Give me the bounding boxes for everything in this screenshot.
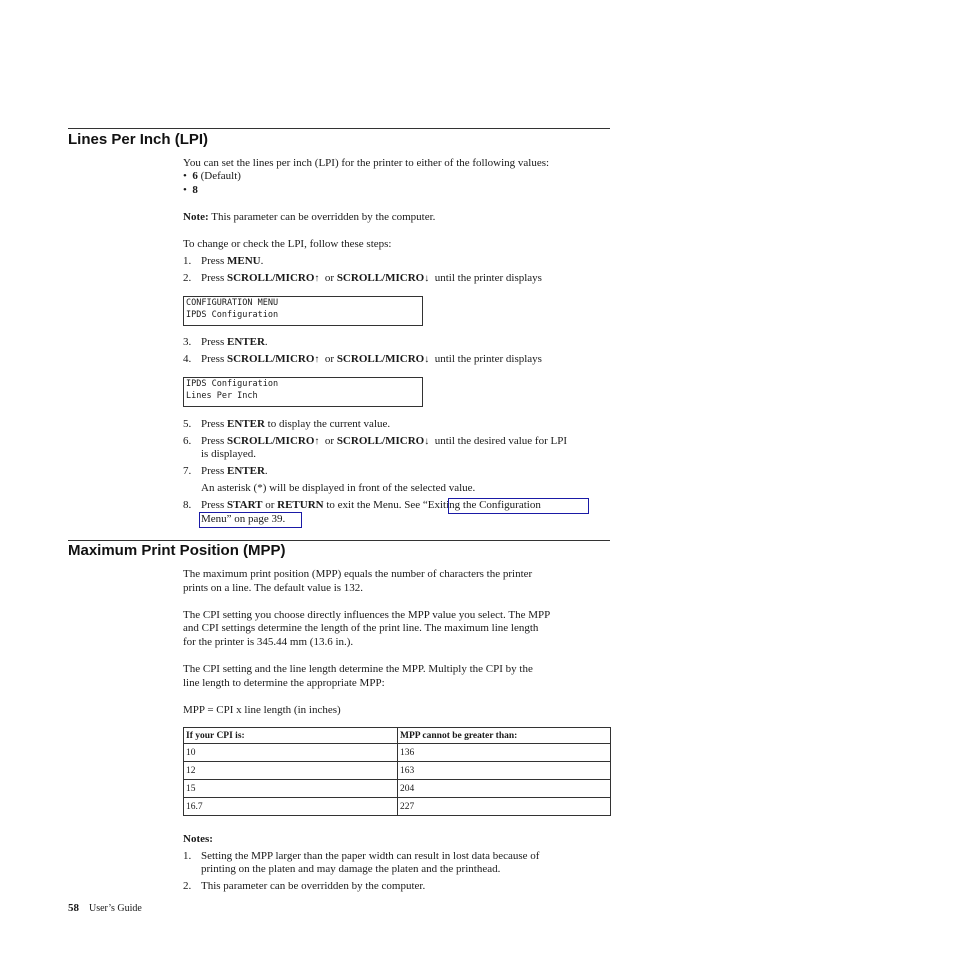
mpp-para3-line1: The CPI setting and the line length determine the MPP. Multiply the CPI by the [183, 663, 533, 675]
lpi-note: Note: This parameter can be overridden by the computer. [183, 211, 436, 223]
display-screen-2 [183, 377, 423, 407]
notes-label: Notes: [183, 833, 213, 845]
table-cell: 16.7 [184, 798, 398, 816]
table-header: If your CPI is: [184, 728, 398, 744]
step-number: 4. [183, 353, 192, 365]
arrow-up-icon: ↑ [314, 436, 320, 447]
table-row [184, 798, 611, 816]
step-7-note: An asterisk (*) will be displayed in front of the selected value. [201, 482, 476, 494]
arrow-down-icon: ↓ [424, 273, 430, 284]
section-rule-lpi [68, 128, 610, 129]
display-line: Lines Per Inch [186, 390, 258, 401]
step-5: Press ENTER to display the current value. [201, 418, 391, 430]
mpp-table [183, 727, 611, 816]
bullet-item-8: • 8 [183, 184, 198, 196]
link-box[interactable] [199, 512, 302, 528]
display-screen-1 [183, 296, 423, 326]
mpp-formula: MPP = CPI x line length (in inches) [183, 704, 341, 716]
note-number: 2. [183, 880, 192, 892]
bullet-item-6: • 6 (Default) [183, 170, 241, 182]
display-line: CONFIGURATION MENU [186, 298, 279, 308]
step-number: 6. [183, 435, 192, 447]
step-6: Press SCROLL/MICRO↑ or SCROLL/MICRO↓ until the desired value for LPI [201, 435, 567, 447]
display-line: IPDS Configuration [186, 379, 279, 389]
step-number: 3. [183, 336, 192, 348]
arrow-up-icon: ↑ [314, 273, 320, 284]
heading-lpi: Lines Per Inch (LPI) [68, 131, 209, 148]
step-number: 5. [183, 418, 192, 430]
link-exiting-config-menu-page[interactable]: Menu” on page 39. [201, 513, 286, 525]
page-footer [68, 902, 142, 914]
display-line: IPDS Configuration [186, 309, 279, 320]
step-number: 8. [183, 499, 192, 511]
step-1: Press MENU. [201, 255, 264, 267]
link-box[interactable] [448, 498, 589, 514]
note-1-line2: printing on the platen and may damage the platen and the printhead. [201, 863, 501, 875]
step-3: Press ENTER. [201, 336, 268, 348]
lpi-intro: You can set the lines per inch (LPI) for the printer to either of the following values: [183, 157, 550, 169]
arrow-down-icon: ↓ [424, 354, 430, 365]
table-header: MPP cannot be greater than: [398, 728, 611, 744]
mpp-para2-line1: The CPI setting you choose directly influences the MPP value you select. The MPP [183, 609, 551, 621]
section-rule-mpp [68, 540, 610, 541]
arrow-down-icon: ↓ [424, 436, 430, 447]
note-2: This parameter can be overridden by the computer. [201, 880, 426, 892]
table-cell: 10 [184, 744, 398, 762]
step-number: 2. [183, 272, 192, 284]
page-number: 58 [68, 902, 79, 914]
note-number: 1. [183, 850, 192, 862]
table-cell: 15 [184, 780, 398, 798]
link-exiting-config-menu[interactable]: “Exiting the Configuration [422, 499, 541, 511]
table-row [184, 744, 611, 762]
footer-title: User’s Guide [89, 903, 142, 914]
mpp-para2-line2: and CPI settings determine the length of the print line. The maximum line length [183, 622, 539, 634]
heading-mpp: Maximum Print Position (MPP) [68, 542, 286, 559]
step-7: Press ENTER. [201, 465, 268, 477]
table-cell: 136 [398, 744, 611, 762]
table-row [184, 762, 611, 780]
mpp-para1-line1: The maximum print position (MPP) equals the number of characters the printer [183, 568, 533, 580]
mpp-para3-line2: line length to determine the appropriate MPP: [183, 677, 385, 689]
table-cell: 12 [184, 762, 398, 780]
table-cell: 227 [398, 798, 611, 816]
table-row [184, 780, 611, 798]
step-number: 7. [183, 465, 192, 477]
step-6-continued: is displayed. [201, 448, 256, 460]
mpp-para2-line3: for the printer is 345.44 mm (13.6 in.). [183, 636, 354, 648]
arrow-up-icon: ↑ [314, 354, 320, 365]
step-4: Press SCROLL/MICRO↑ or SCROLL/MICRO↓ until the printer displays [201, 353, 542, 365]
note-1-line1: Setting the MPP larger than the paper width can result in lost data because of [201, 850, 540, 862]
table-header-row [184, 728, 611, 744]
step-number: 1. [183, 255, 192, 267]
table-cell: 163 [398, 762, 611, 780]
table-cell: 204 [398, 780, 611, 798]
lpi-steps-intro: To change or check the LPI, follow these steps: [183, 238, 392, 250]
mpp-para1-line2: prints on a line. The default value is 132. [183, 582, 364, 594]
step-2: Press SCROLL/MICRO↑ or SCROLL/MICRO↓ until the printer displays [201, 272, 542, 284]
step-8: Press START or RETURN to exit the Menu. See “Exiting the Configuration [201, 499, 541, 511]
